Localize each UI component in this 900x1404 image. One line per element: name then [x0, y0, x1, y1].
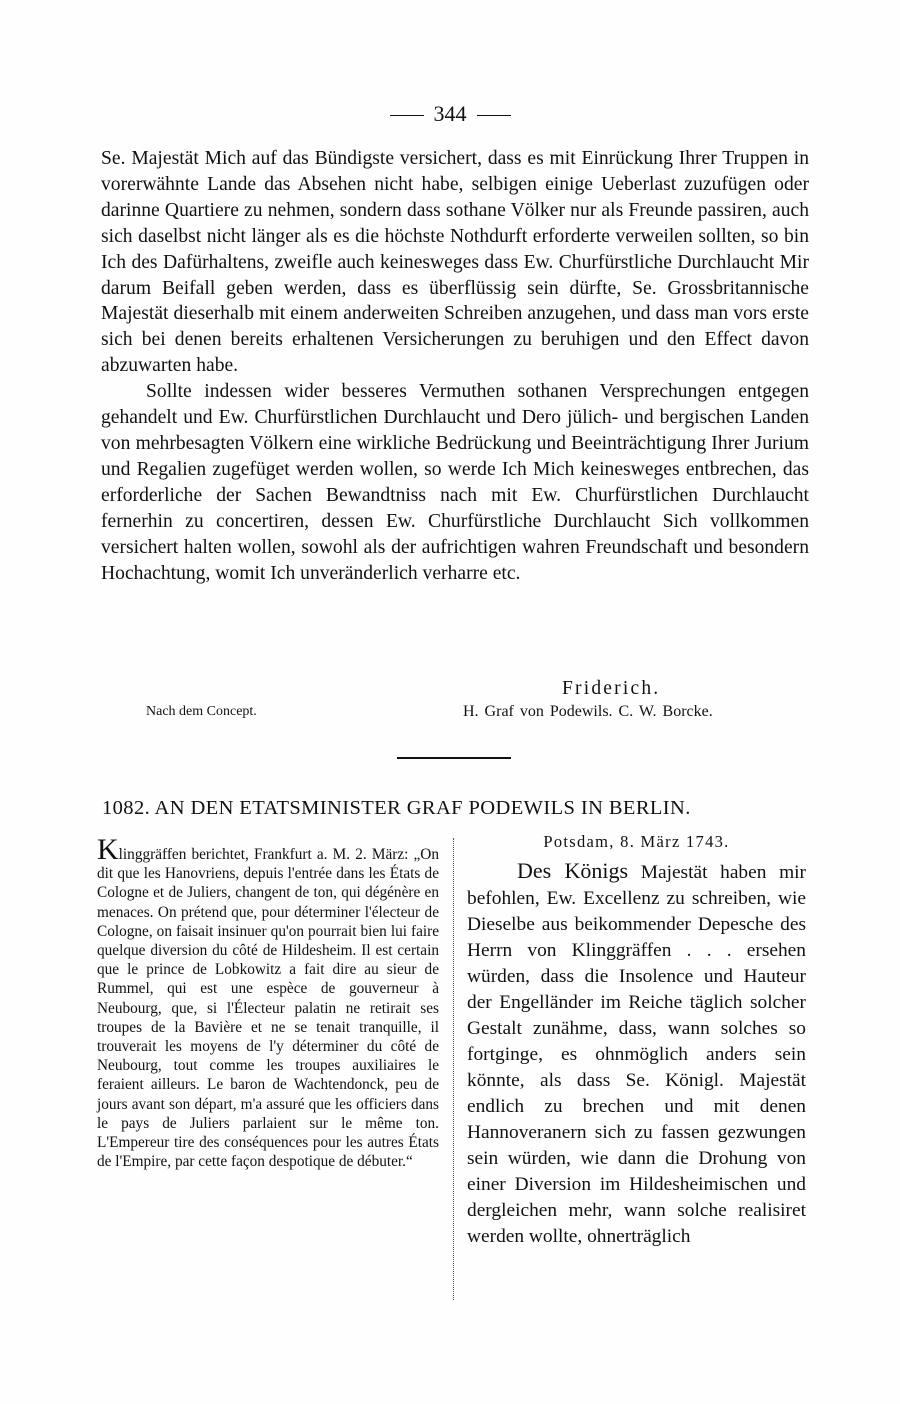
- document-title: 1082. AN DEN ETATSMINISTER GRAF PODEWILS IN BERLIN.: [102, 797, 691, 819]
- summary-dropcap: K: [97, 833, 119, 866]
- letter-paragraph-1: Se. Majestät Mich auf das Bündigste versichert, dass es mit Einrückung Ihrer Truppen in vorerwähnte Lande das Absehen nicht habe, selbigen einige Ueberlast zuzufügen oder darinne Quartiere zu nehmen, sondern dass sothane Völker nur als Freunde passiren, auch sich daselbst nicht länger als es die höchste Nothdurft erforderte verweilen sollten, so bin Ich des Dafürhaltens, zweifle auch keinesweges dass Ew. Churfürstliche Durchlaucht Mir darum Beifall geben werden, dass es überflüssig sein dürfte, Se. Grossbritannische Majestät dieserhalb mit einem anderweiten Schreiben anzugehen, und dass man vors erste sich bei denen bereits erhaltenen Versicherungen zu beruhigen und den Effect davon abzuwarten habe.: [101, 148, 809, 377]
- column-separator: [453, 838, 454, 1300]
- dateline: Potsdam, 8. März 1743.: [543, 832, 730, 851]
- letter-body: [101, 146, 809, 586]
- letter-column: [467, 858, 806, 1250]
- header-dash-right: [477, 115, 511, 116]
- header-dash-left: [390, 115, 424, 116]
- letter-paragraph-2: Sollte indessen wider besseres Vermuthen sothanen Versprechungen entgegen gehandelt und Ew. Churfürstlichen Durchlaucht und Dero jülich- und bergischen Landen von mehrbesagten Völkern eine wirkliche Bedrückung und Beeinträchtigung Ihrer Jurium und Regalien zugefüget werden wollen, so werde Ich Mich keinesweges entbrechen, das erforderliche der Sachen Bewandtniss nach mit Ew. Churfürstlichen Durchlaucht fernerhin zu concertiren, dessen Ew. Churfürstliche Durchlaucht Sich vollkommen versichert halten wollen, sowohl als der aufrichtigen wahren Freundschaft und besondern Hochachtung, womit Ich unveränderlich verharre etc.: [101, 381, 809, 584]
- letter-1082-paragraph: [467, 858, 806, 1250]
- letter-1082-text: Majestät haben mir befohlen, Ew. Excellenz zu schreiben, wie Dieselbe aus beikommender Depesche des Herrn von Klinggräffen . . . ersehen würden, dass die Insolence und Hauteur der Engelländer im Reiche täglich solcher Gestalt zunähme, dass, wann solches so fortginge, es ohnmöglich anders sein könnte, als dass Se. Königl. Majestät endlich zu brechen und mit denen Hannoveranern sich zu fassen gezwungen sein würden, wie dann die Drohung von einer Diversion im Hildesheimischen und dergleichen mehr, wann solche realisiret werden wollte, ohnerträglich: [467, 862, 806, 1247]
- letter-lead-words: Des Königs: [517, 858, 629, 883]
- summary-text: linggräffen berichtet, Frankfurt a. M. 2. März: „On dit que les Hanovriens, depuis l'entrée dans les États de Cologne et de Juliers, changent de ton, qui dégénère en menaces. On prétend que, pour déterminer l'électeur de Cologne, on faisait insinuer qu'on pourrait bien lui faire quelque diversion du côté de Hildesheim. Il est certain que le prince de Lobkowitz a fait dire au sieur de Rummel, qui est une espèce de gouverneur à Neubourg, que, si l'Électeur palatin ne retirait ses troupes de la Bavière et ne se tenait tranquille, il trouverait les moyens de l'y déterminer du côté de Neubourg, tout comme les troupes auxiliaires le feraient ailleurs. Le baron de Wachtendonck, peu de jours avant son départ, m'a assuré que les officiers dans le pays de Juliers parlaient sur le même ton. L'Empereur tire des conséquences pour les autres États de l'Empire, par cette façon despotique de débuter.“: [97, 846, 439, 1171]
- page-header: [0, 100, 900, 128]
- cosigners: H. Graf von Podewils. C. W. Borcke.: [463, 703, 713, 720]
- page-number: 344: [433, 101, 467, 126]
- signature-name: Friderich.: [562, 678, 661, 699]
- section-divider: [397, 757, 511, 759]
- source-note: Nach dem Concept.: [146, 704, 257, 719]
- summary-column: [97, 833, 439, 1171]
